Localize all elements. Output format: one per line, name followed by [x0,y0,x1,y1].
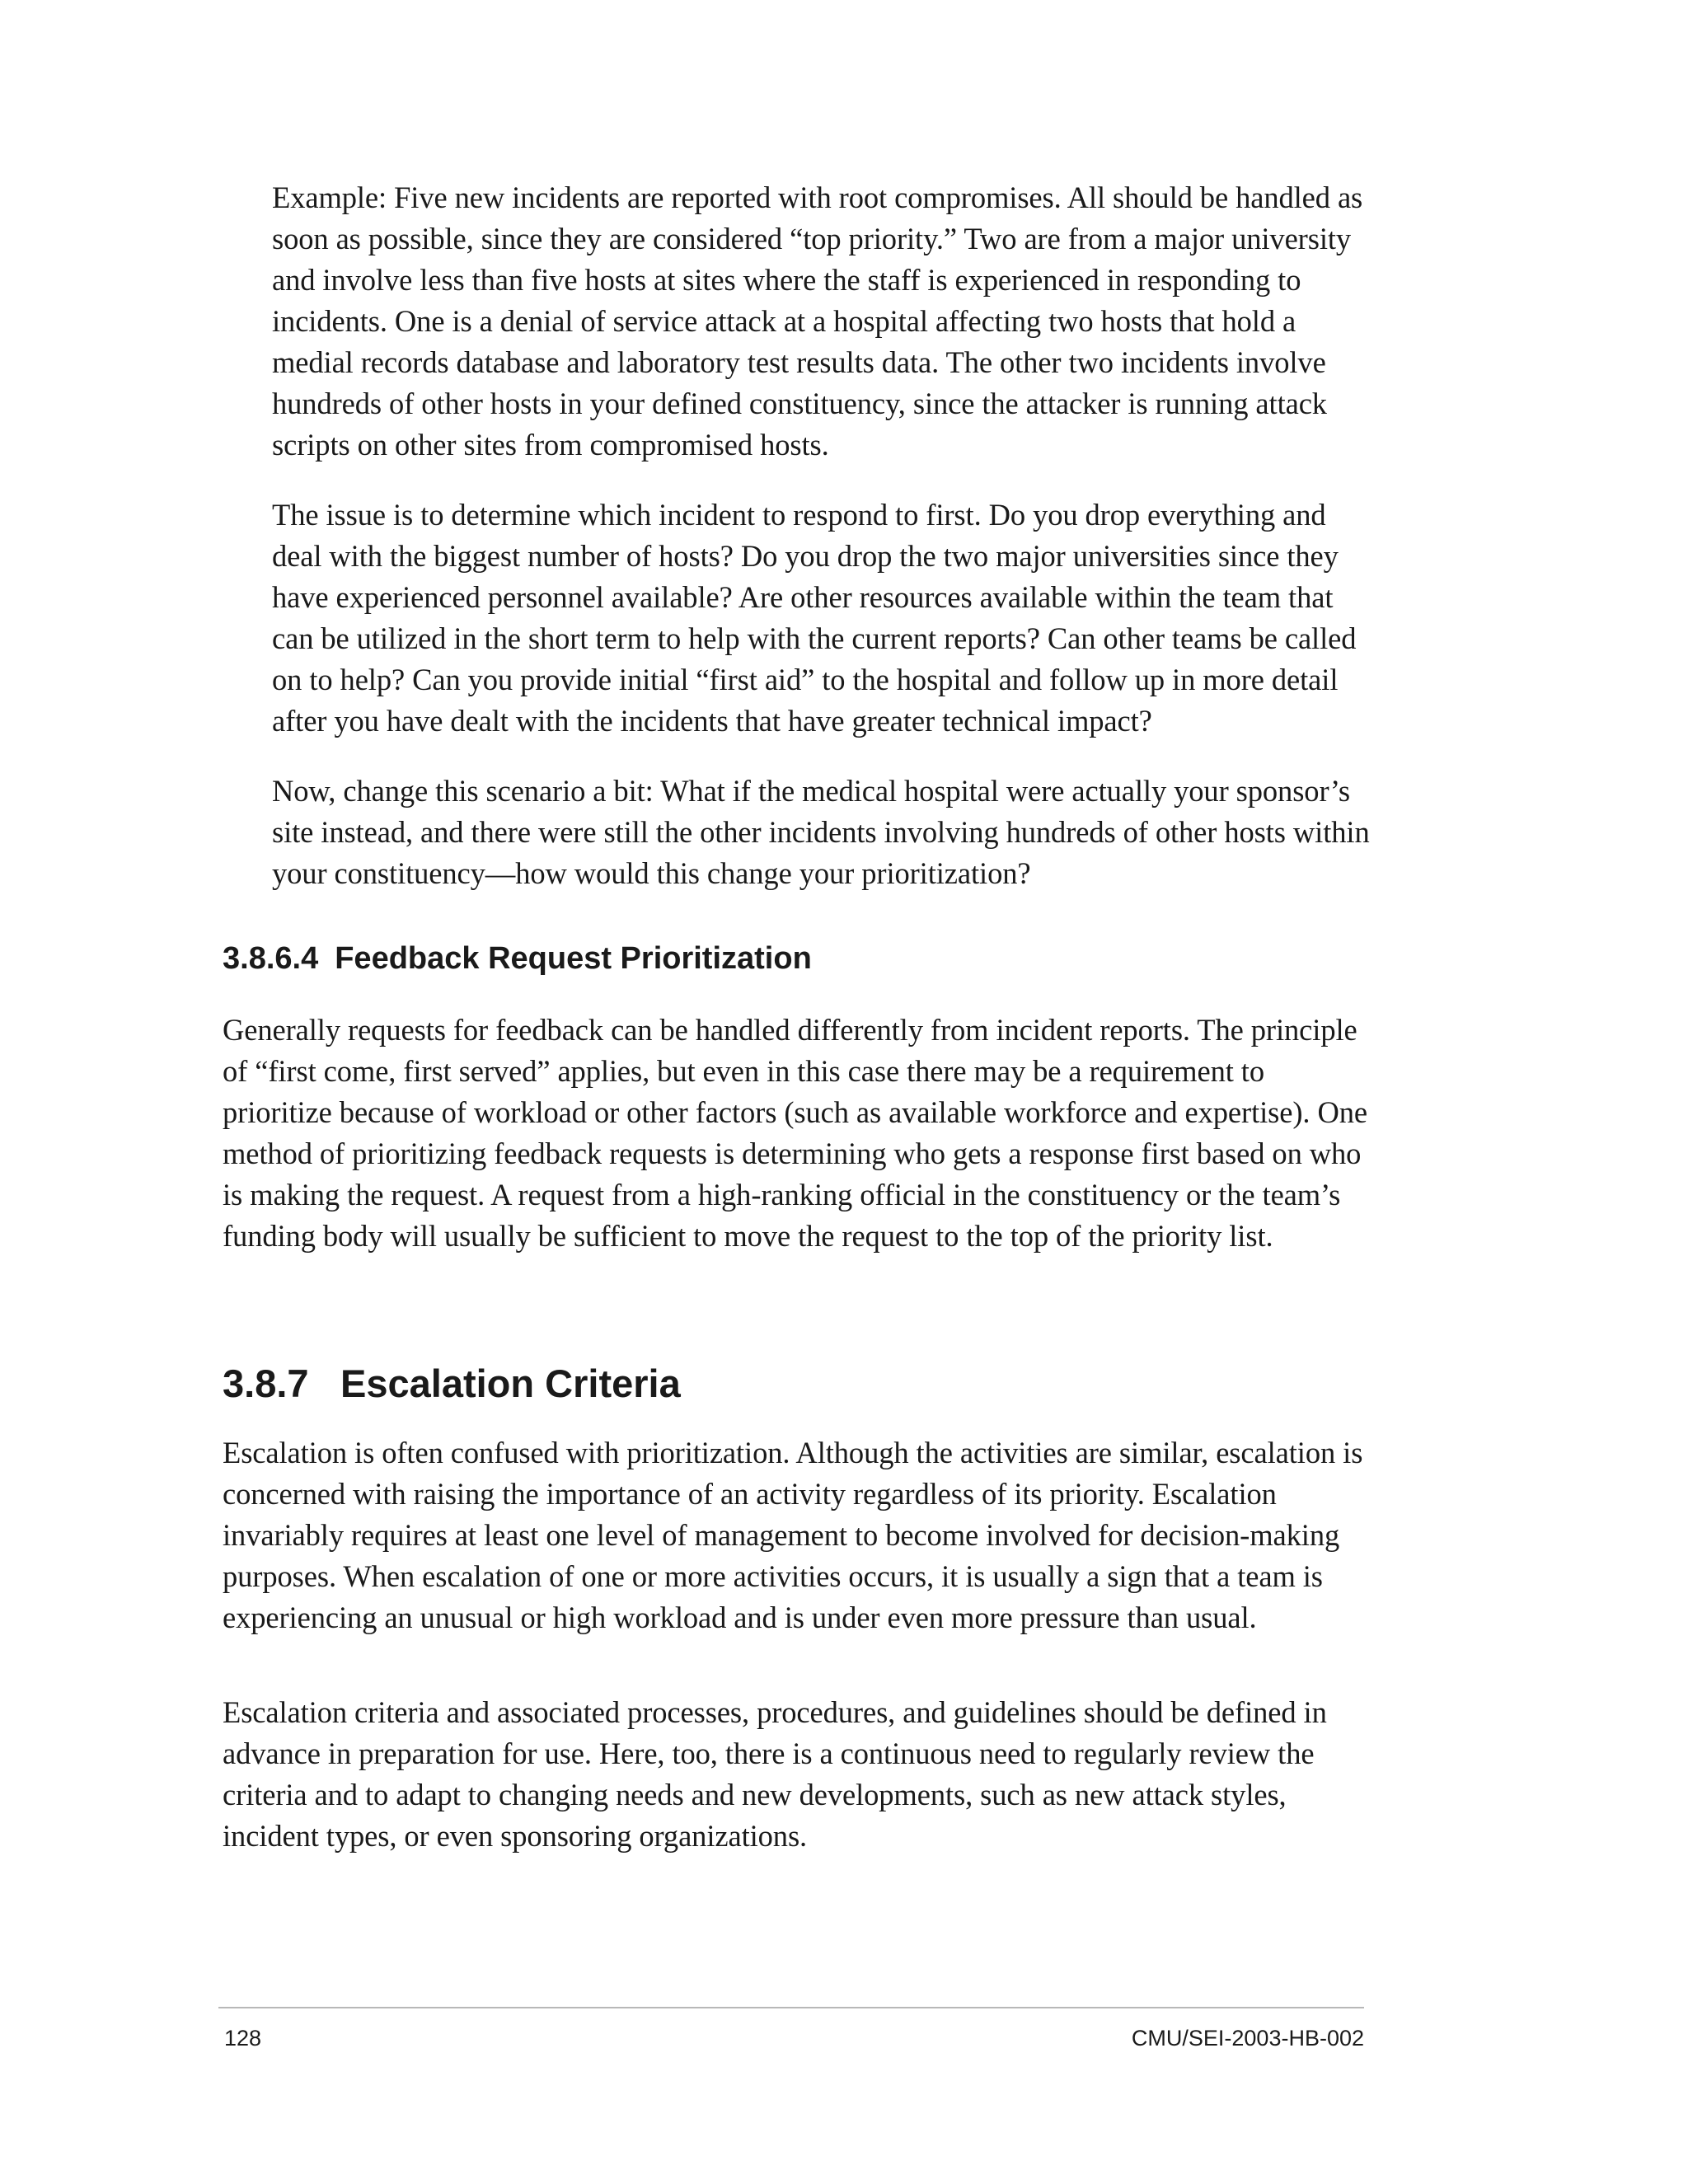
example-paragraph-1: Example: Five new incidents are reported with root compromises. All should be handled as soon as possible, since they are considered “top priority.” Two are from a major university and involve less than five hosts at sites where the staff is experienced in responding to incidents. One is a denial of service attack at a hospital affecting two hosts that hold a medial records database and laboratory test results data. The other two incidents involve hundreds of other hosts in your defined constituency, since the attacker is running attack scripts on other sites from compromised hosts. [272,180,1363,462]
document-id: CMU/SEI-2003-HB-002 [1131,2026,1364,2050]
escalation-paragraph-2: Escalation criteria and associated processes, procedures, and guidelines should be defined in advance in preparation for use. Here, too, there is a continuous need to regularly review the criteria and to adapt to changing needs and new developments, such as new attack styles, incident types, or even sponsoring organizations. [223,1695,1327,1853]
escalation-paragraph-1: Escalation is often confused with prioritization. Although the activities are similar, escalation is concerned with raising the importance of an activity regardless of its priority. Escalation invariably requires at least one level of management to become involved for decision-making purposes. When escalation of one or more activities occurs, it is usually a sign that a team is experiencing an unusual or high workload and is under even more pressure than usual. [223,1436,1363,1634]
footer-divider [218,2007,1364,2008]
feedback-paragraph: Generally requests for feedback can be handled differently from incident reports. The principle of “first come, first served” applies, but even in this case there may be a requirement to prioritize because of workload or other factors (such as available workforce and expertise). One method of prioritizing feedback requests is determining who gets a response first based on who is making the request. A request from a high-ranking official in the constituency or the team’s funding body will usually be sufficient to move the request to the top of the priority list. [223,1013,1367,1253]
section-number: 3.8.6.4 [223,941,319,976]
section-title: Escalation Criteria [340,1361,681,1405]
page-number: 128 [224,2026,262,2050]
section-heading-387 [223,1361,681,1406]
example-paragraph-3: Now, change this scenario a bit: What if the medical hospital were actually your sponsor’s site instead, and there were still the other incidents involving hundreds of other hosts within your constituency—how would this change your prioritization? [272,774,1370,890]
section-heading-3864 [223,941,812,977]
example-paragraph-2: The issue is to determine which incident to respond to first. Do you drop everything and deal with the biggest number of hosts? Do you drop the two major universities since they have experienced personnel available? Are other resources available within the team that can be utilized in the short term to help with the current reports? Can other teams be called on to help? Can you provide initial “first aid” to the hospital and follow up in more detail after you have dealt with the incidents that have greater technical impact? [272,498,1357,738]
section-title: Feedback Request Prioritization [335,941,812,976]
section-number: 3.8.7 [223,1361,309,1405]
